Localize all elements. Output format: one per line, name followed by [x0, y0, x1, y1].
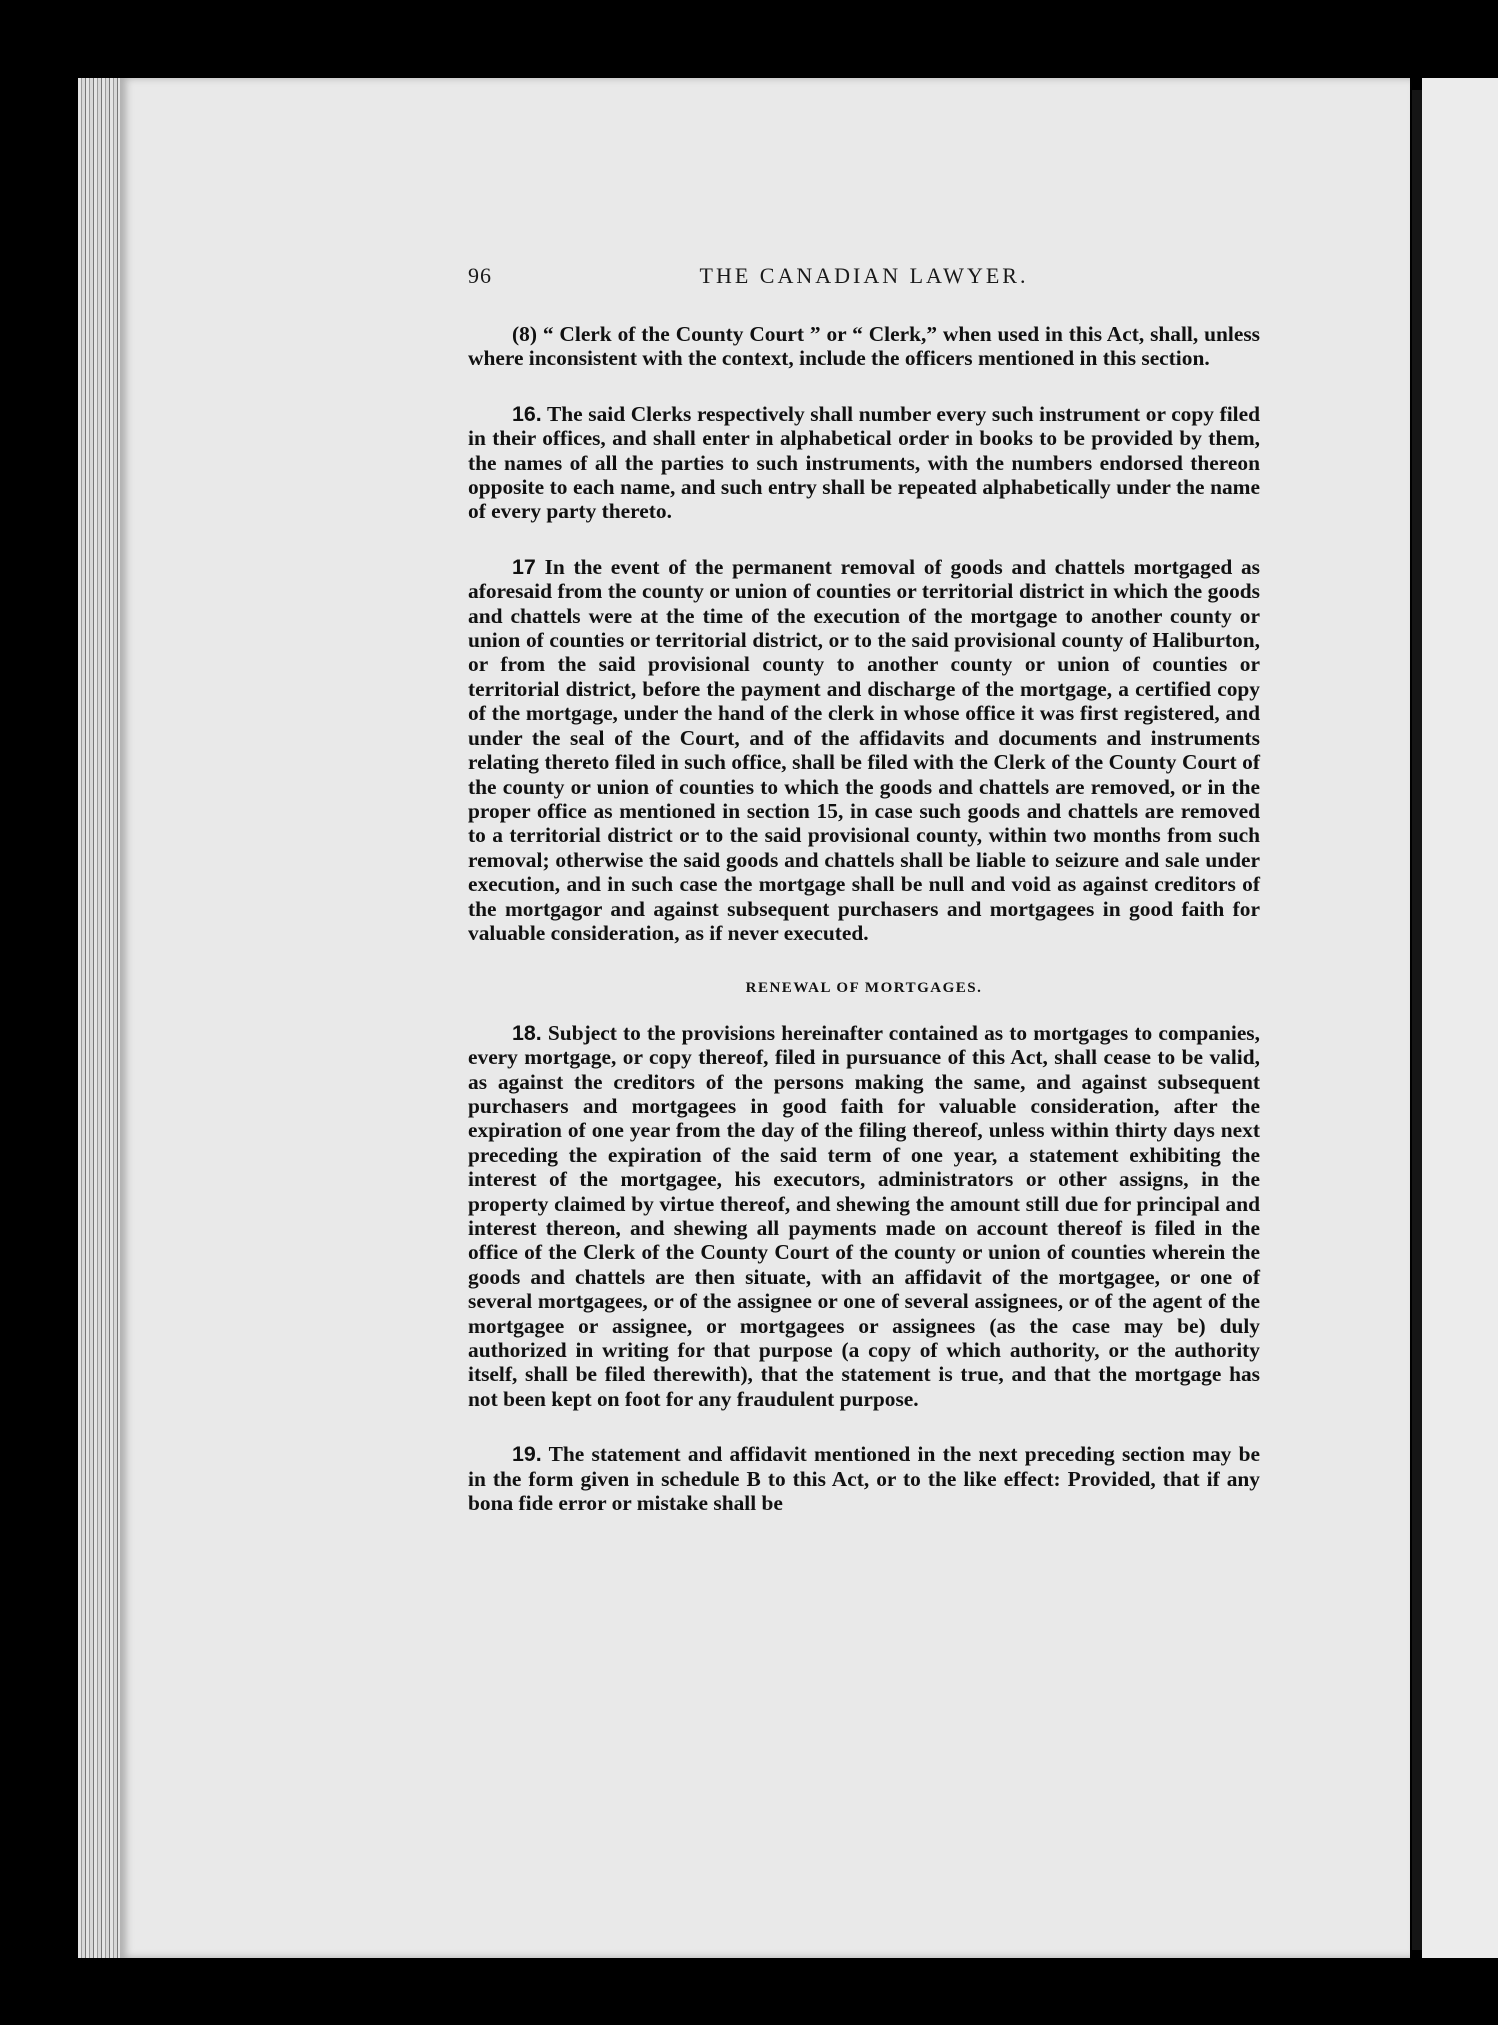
paragraph-text: In the event of the permanent removal of goods and chattels mortgaged as aforesaid from the county or union of counties or territorial district in which the goods and chattels were at the time of the execution of the mortgage to another county or union of counties or territorial district, or to the said provisional county of Haliburton, or from the said provisional county to another county or union of counties or territorial district, before the payment and discharge of the mortgage, a certified copy of the mortgage, under the hand of the clerk in whose office it was first registered, and under the seal of the Court, and of the affidavits and documents and instruments relating thereto filed in such office, shall be filed with the Clerk of the County Court of the county or union of counties to which the goods and chattels are removed, or in the proper office as mentioned in section 15, in case such goods and chattels are removed to a territorial district or to the said provisional county, within two months from such removal; otherwise the said goods and chattels shall be liable to seizure and sale under execution, and in such case the mortgage shall be null and void as against creditors of the mortgagor and against subsequent purchasers and mortgagees in good faith for valuable consideration, as if never executed.: [468, 554, 1260, 945]
section-number: 16.: [512, 401, 542, 426]
subsection-number: (8): [512, 322, 537, 346]
paragraph-text: “ Clerk of the County Court ” or “ Clerk,” when used in this Act, shall, unless where inconsistent with the context, include the officers mentioned in this section.: [468, 322, 1260, 371]
section-number: 18.: [512, 1020, 542, 1045]
paragraph-8: [468, 322, 1260, 371]
section-19: [468, 1442, 1260, 1515]
paragraph-text: The said Clerks respectively shall number every such instrument or copy filed in their offices, and shall enter in alphabetical order in books to be provided by them, the names of all the parties to such instruments, with the numbers endorsed thereon opposite to each name, and such entry shall be repeated alphabetically under the name of every party thereto.: [468, 401, 1260, 524]
page-number: 96: [468, 263, 492, 288]
section-16: [468, 402, 1260, 524]
section-18: [468, 1021, 1260, 1412]
page-body: [468, 322, 1260, 1515]
section-17: [468, 555, 1260, 946]
section-heading: RENEWAL OF MORTGAGES.: [745, 980, 983, 997]
facing-page-edge: [1422, 78, 1498, 1958]
running-title: THE CANADIAN LAWYER.: [699, 263, 1029, 288]
section-number: 17: [512, 554, 536, 579]
paragraph-text: The statement and affidavit mentioned in the next preceding section may be in the form given in schedule B to this Act, or to the like effect: Provided, that if any bona fide error or mistake shall be: [468, 1442, 1260, 1516]
gutter-shadow: [1412, 90, 1422, 1950]
paragraph-text: Subject to the provisions hereinafter contained as to mortgages to companies, every mortgage, or copy thereof, filed in pursuance of this Act, shall cease to be valid, as against the creditors of the persons making the same, and against subsequent purchasers and mortgagees in good faith for valuable consideration, after the expiration of one year from the day of the filing thereof, unless within thirty days next preceding the expiration of the said term of one year, a statement exhibiting the interest of the mortgagee, his executors, administrators or other assigns, in the property claimed by virtue thereof, and shewing the amount still due for principal and interest thereon, and shewing all payments made on account thereof is filed in the office of the Clerk of the County Court of the county or union of counties wherein the goods and chattels are then situate, with an affidavit of the mortgagee, or one of several mortgagees, or of the assignee or one of several assignees, or of the agent of the mortgagee or assignee, or mortgagees or assignees (as the case may be) duly authorized in writing for that purpose (a copy of which authority, or the authority itself, shall be filed therewith), that the statement is true, and that the mortgage has not been kept on foot for any fraudulent purpose.: [468, 1020, 1260, 1411]
section-number: 19.: [512, 1442, 542, 1467]
